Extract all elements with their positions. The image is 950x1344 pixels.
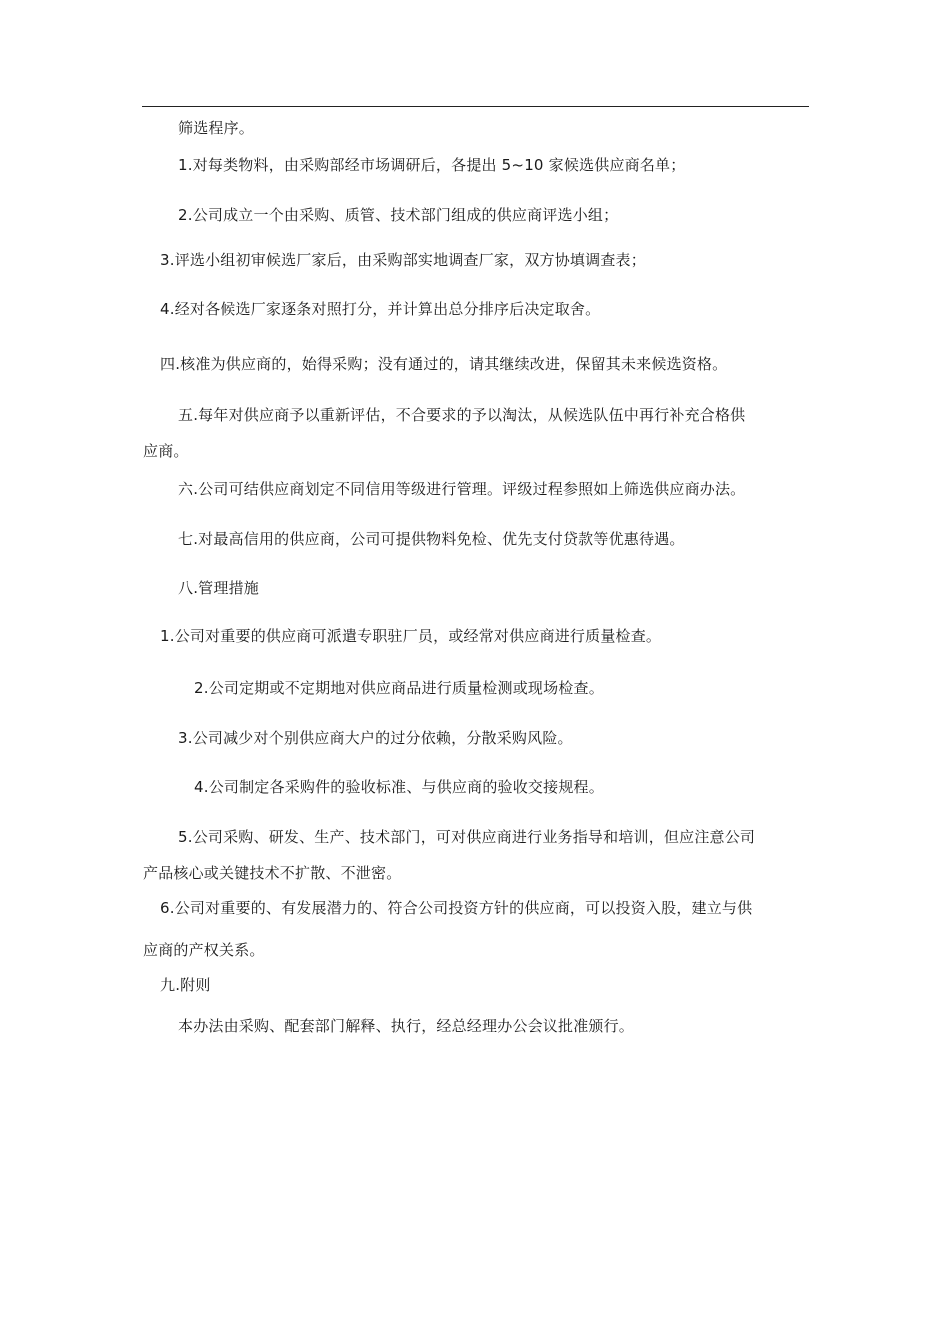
text-line: 四.核准为供应商的，始得采购；没有通过的，请其继续改进，保留其未来候选资格。 [160, 355, 728, 373]
text-line: 应商的产权关系。 [143, 941, 265, 959]
text-line: 七.对最高信用的供应商，公司可提供物料免检、优先支付贷款等优惠待遇。 [178, 530, 685, 548]
section-heading: 九.附则 [160, 976, 211, 994]
text-line: 1.公司对重要的供应商可派遣专职驻厂员，或经常对供应商进行质量检查。 [160, 627, 662, 645]
section-heading: 八.管理措施 [178, 579, 259, 597]
header-rule [142, 106, 809, 107]
text-line: 1.对每类物料，由采购部经市场调研后，各提出 5~10 家候选供应商名单； [178, 156, 686, 174]
text-line: 3.评选小组初审候选厂家后，由采购部实地调查厂家，双方协填调查表； [160, 251, 646, 269]
text-line: 应商。 [143, 442, 189, 460]
text-line: 本办法由采购、配套部门解释、执行，经总经理办公会议批准颁行。 [178, 1017, 635, 1035]
text-line: 4.经对各候选厂家逐条对照打分，并计算出总分排序后决定取舍。 [160, 300, 601, 318]
text-line: 2.公司成立一个由采购、质管、技术部门组成的供应商评选小组； [178, 206, 619, 224]
text-line: 产品核心或关键技术不扩散、不泄密。 [143, 864, 402, 882]
text-line: 6.公司对重要的、有发展潜力的、符合公司投资方针的供应商，可以投资入股，建立与供 [160, 899, 753, 917]
text-line: 4.公司制定各采购件的验收标准、与供应商的验收交接规程。 [194, 778, 604, 796]
text-line: 筛选程序。 [178, 119, 255, 137]
text-line: 五.每年对供应商予以重新评估，不合要求的予以淘汰，从候选队伍中再行补充合格供 [178, 406, 746, 424]
text-line: 六.公司可结供应商划定不同信用等级进行管理。评级过程参照如上筛选供应商办法。 [178, 480, 746, 498]
text-line: 3.公司减少对个别供应商大户的过分依赖，分散采购风险。 [178, 729, 573, 747]
text-line: 2.公司定期或不定期地对供应商品进行质量检测或现场检查。 [194, 679, 604, 697]
text-line: 5.公司采购、研发、生产、技术部门，可对供应商进行业务指导和培训，但应注意公司 [178, 828, 756, 846]
